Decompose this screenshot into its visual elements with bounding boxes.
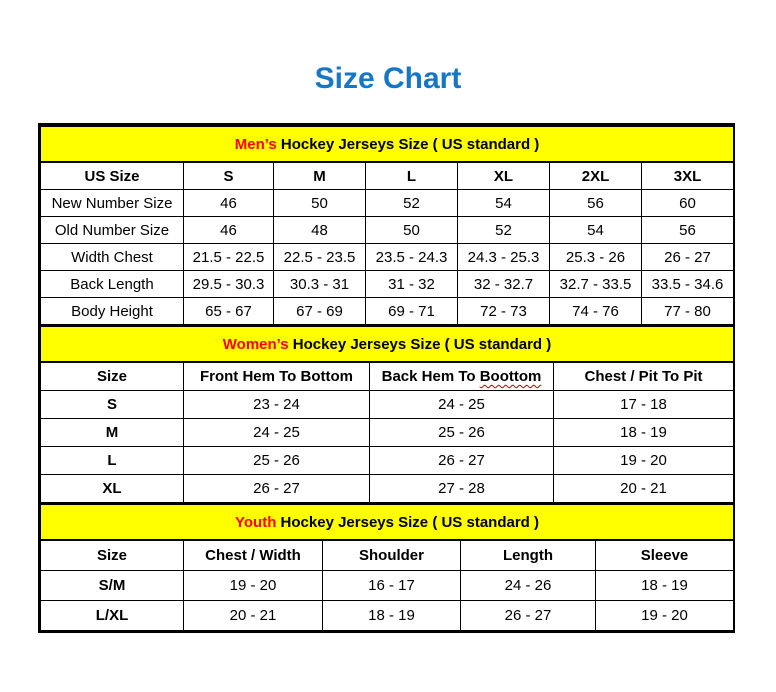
mens-data-cell: 60 bbox=[642, 190, 734, 217]
mens-data-cell: 24.3 - 25.3 bbox=[458, 244, 550, 271]
womens-section-title-rest: Hockey Jerseys Size ( US standard ) bbox=[288, 335, 552, 353]
youth-section-title-accent: Youth bbox=[235, 513, 277, 531]
mens-data-cell: 54 bbox=[458, 190, 550, 217]
womens-row-label: L bbox=[41, 447, 184, 475]
mens-data-cell: 77 - 80 bbox=[642, 298, 734, 325]
womens-section-title bbox=[41, 326, 734, 362]
womens-row-label: S bbox=[41, 391, 184, 419]
youth-data-cell: 19 - 20 bbox=[596, 601, 734, 631]
mens-data-cell: 50 bbox=[274, 190, 366, 217]
mens-data-cell: 54 bbox=[550, 217, 642, 244]
mens-section-title bbox=[41, 126, 734, 162]
mens-section-band bbox=[41, 126, 734, 162]
youth-data-cell: 19 - 20 bbox=[184, 571, 323, 601]
youth-column-header: Chest / Width bbox=[184, 540, 323, 571]
mens-data-cell: 74 - 76 bbox=[550, 298, 642, 325]
mens-row-label: Old Number Size bbox=[41, 217, 184, 244]
youth-table-row bbox=[41, 571, 734, 601]
mens-table-row bbox=[41, 298, 734, 325]
mens-data-cell: 65 - 67 bbox=[184, 298, 274, 325]
youth-row-label: S/M bbox=[41, 571, 184, 601]
womens-column-header: Chest / Pit To Pit bbox=[554, 362, 734, 391]
mens-data-cell: 29.5 - 30.3 bbox=[184, 271, 274, 298]
womens-table-row bbox=[41, 391, 734, 419]
womens-data-cell: 25 - 26 bbox=[370, 419, 554, 447]
size-chart-tables bbox=[38, 123, 735, 633]
youth-column-header: Sleeve bbox=[596, 540, 734, 571]
mens-data-cell: 48 bbox=[274, 217, 366, 244]
mens-row-label: New Number Size bbox=[41, 190, 184, 217]
mens-size-table bbox=[40, 125, 734, 325]
mens-data-cell: 22.5 - 23.5 bbox=[274, 244, 366, 271]
mens-section-title-rest: Hockey Jerseys Size ( US standard ) bbox=[276, 135, 540, 153]
mens-data-cell: 21.5 - 22.5 bbox=[184, 244, 274, 271]
womens-row-label: M bbox=[41, 419, 184, 447]
womens-data-cell: 18 - 19 bbox=[554, 419, 734, 447]
column-header-text: Back Hem To bbox=[381, 368, 480, 385]
mens-data-cell: 26 - 27 bbox=[642, 244, 734, 271]
womens-column-header: Size bbox=[41, 362, 184, 391]
mens-data-cell: 32 - 32.7 bbox=[458, 271, 550, 298]
mens-column-header: XL bbox=[458, 162, 550, 190]
womens-data-cell: 27 - 28 bbox=[370, 475, 554, 503]
youth-table-row bbox=[41, 601, 734, 631]
womens-data-cell: 17 - 18 bbox=[554, 391, 734, 419]
womens-section-band bbox=[41, 326, 734, 362]
youth-data-cell: 20 - 21 bbox=[184, 601, 323, 631]
youth-size-table bbox=[40, 503, 734, 631]
misspelled-word-squiggle: Boottom bbox=[479, 368, 542, 385]
mens-data-cell: 33.5 - 34.6 bbox=[642, 271, 734, 298]
mens-column-header: L bbox=[366, 162, 458, 190]
youth-data-cell: 18 - 19 bbox=[323, 601, 461, 631]
womens-table-row bbox=[41, 447, 734, 475]
mens-header-row bbox=[41, 162, 734, 190]
youth-row-label: L/XL bbox=[41, 601, 184, 631]
mens-data-cell: 67 - 69 bbox=[274, 298, 366, 325]
youth-header-row bbox=[41, 540, 734, 571]
womens-data-cell: 24 - 25 bbox=[370, 391, 554, 419]
mens-data-cell: 23.5 - 24.3 bbox=[366, 244, 458, 271]
youth-section-title bbox=[41, 504, 734, 540]
mens-row-label: Back Length bbox=[41, 271, 184, 298]
mens-column-header: M bbox=[274, 162, 366, 190]
mens-data-cell: 25.3 - 26 bbox=[550, 244, 642, 271]
womens-data-cell: 26 - 27 bbox=[370, 447, 554, 475]
mens-column-header: US Size bbox=[41, 162, 184, 190]
mens-column-header: 3XL bbox=[642, 162, 734, 190]
mens-data-cell: 32.7 - 33.5 bbox=[550, 271, 642, 298]
womens-data-cell: 20 - 21 bbox=[554, 475, 734, 503]
youth-column-header: Length bbox=[461, 540, 596, 571]
mens-table-row bbox=[41, 217, 734, 244]
womens-section-title-accent: Women’s bbox=[222, 335, 289, 353]
mens-column-header: 2XL bbox=[550, 162, 642, 190]
womens-data-cell: 24 - 25 bbox=[184, 419, 370, 447]
mens-data-cell: 56 bbox=[550, 190, 642, 217]
mens-table-row bbox=[41, 271, 734, 298]
womens-table-row bbox=[41, 475, 734, 503]
mens-data-cell: 52 bbox=[458, 217, 550, 244]
womens-table-row bbox=[41, 419, 734, 447]
mens-data-cell: 31 - 32 bbox=[366, 271, 458, 298]
page-title: Size Chart bbox=[314, 62, 462, 95]
womens-size-table bbox=[40, 325, 734, 503]
mens-table-row bbox=[41, 244, 734, 271]
mens-row-label: Body Height bbox=[41, 298, 184, 325]
womens-data-cell: 25 - 26 bbox=[184, 447, 370, 475]
youth-data-cell: 16 - 17 bbox=[323, 571, 461, 601]
mens-data-cell: 50 bbox=[366, 217, 458, 244]
mens-data-cell: 72 - 73 bbox=[458, 298, 550, 325]
womens-column-header bbox=[370, 362, 554, 391]
mens-column-header: S bbox=[184, 162, 274, 190]
womens-data-cell: 26 - 27 bbox=[184, 475, 370, 503]
mens-data-cell: 56 bbox=[642, 217, 734, 244]
mens-data-cell: 30.3 - 31 bbox=[274, 271, 366, 298]
womens-data-cell: 23 - 24 bbox=[184, 391, 370, 419]
mens-data-cell: 52 bbox=[366, 190, 458, 217]
youth-column-header: Shoulder bbox=[323, 540, 461, 571]
mens-row-label: Width Chest bbox=[41, 244, 184, 271]
mens-data-cell: 46 bbox=[184, 217, 274, 244]
youth-section-title-rest: Hockey Jerseys Size ( US standard ) bbox=[276, 513, 539, 531]
mens-section-title-accent: Men’s bbox=[234, 135, 277, 153]
womens-data-cell: 19 - 20 bbox=[554, 447, 734, 475]
youth-section-band bbox=[41, 504, 734, 540]
youth-data-cell: 18 - 19 bbox=[596, 571, 734, 601]
mens-data-cell: 46 bbox=[184, 190, 274, 217]
youth-data-cell: 26 - 27 bbox=[461, 601, 596, 631]
mens-data-cell: 69 - 71 bbox=[366, 298, 458, 325]
womens-row-label: XL bbox=[41, 475, 184, 503]
womens-column-header: Front Hem To Bottom bbox=[184, 362, 370, 391]
youth-column-header: Size bbox=[41, 540, 184, 571]
womens-header-row bbox=[41, 362, 734, 391]
mens-table-row bbox=[41, 190, 734, 217]
youth-data-cell: 24 - 26 bbox=[461, 571, 596, 601]
